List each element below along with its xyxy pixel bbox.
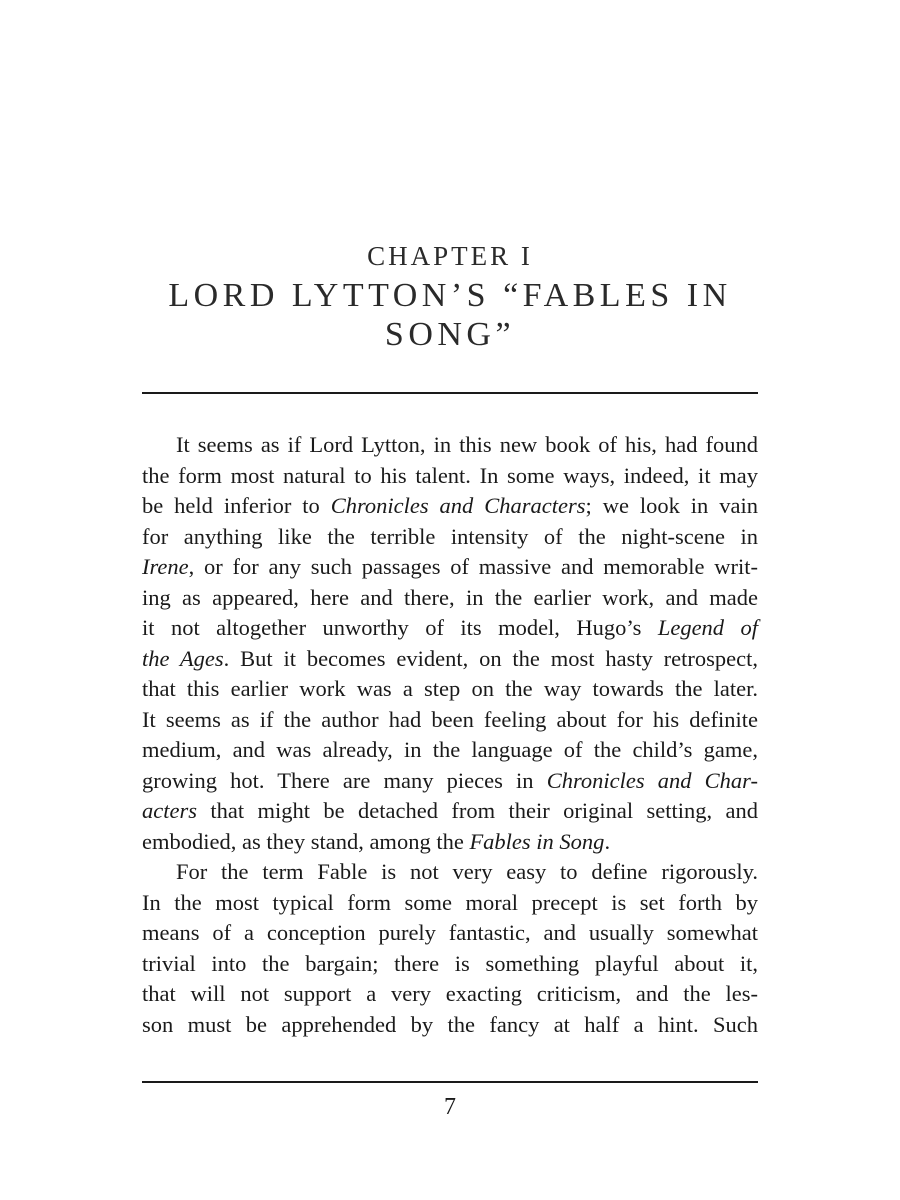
text-line: for anything like the terrible intensity of the night-scene in	[142, 523, 758, 549]
italic-title: Chronicles and Char-	[546, 767, 758, 793]
bottom-rule	[142, 1081, 758, 1083]
italic-title: Fables in Song	[469, 828, 605, 854]
top-rule	[142, 392, 758, 394]
text-line: that will not support a very exacting criticism, and the les-	[142, 981, 758, 1006]
text-line: it not altogether unworthy of its model, Hugo’s Legend of	[142, 615, 758, 640]
text-line: In the most typical form some moral precept is set forth by	[142, 889, 758, 915]
text-line: It seems as if Lord Lytton, in this new book of his, had found	[176, 432, 758, 457]
italic-title: Irene	[142, 554, 189, 579]
chapter-label: CHAPTER I	[367, 241, 533, 271]
text-line: be held inferior to Chronicles and Characters; we look in vain	[142, 493, 758, 518]
text-line: medium, and was already, in the language of the child’s game,	[142, 737, 758, 762]
chapter-title	[142, 276, 758, 354]
chapter-title-line-2: SONG”	[384, 316, 516, 353]
text-line: the Ages. But it becomes evident, on the most hasty retrospect,	[142, 645, 758, 671]
italic-title: the Ages	[142, 645, 224, 671]
text-line: growing hot. There are many pieces in Chronicles and Char-	[142, 767, 758, 793]
text-line: For the term Fable is not very easy to define rigorously.	[176, 859, 758, 884]
body-text	[142, 430, 758, 1040]
page-number: 7	[444, 1094, 456, 1120]
text-line: Irene, or for any such passages of massive and memorable writ-	[142, 554, 758, 579]
text-line: It seems as if the author had been feeling about for his definite	[142, 706, 758, 732]
text-line: acters that might be detached from their original setting, and	[142, 798, 758, 823]
chapter-heading	[142, 238, 758, 354]
text-line: ing as appeared, here and there, in the earlier work, and made	[142, 584, 758, 610]
chapter-title-line-1: LORD LYTTON’S “FABLES IN	[168, 277, 732, 314]
text-line: the form most natural to his talent. In some ways, indeed, it may	[142, 462, 758, 488]
text-line: means of a conception purely fantastic, and usually somewhat	[142, 920, 758, 945]
text-line: that this earlier work was a step on the way towards the later.	[142, 676, 758, 701]
text-line: trivial into the bargain; there is something playful about it,	[142, 950, 758, 976]
italic-title: Chronicles and Characters	[330, 493, 586, 518]
text-line: son must be apprehended by the fancy at half a hint. Such	[142, 1011, 758, 1037]
italic-title: Legend of	[657, 615, 758, 640]
italic-title: acters	[142, 798, 197, 823]
text-line: embodied, as they stand, among the Fables in Song.	[142, 828, 611, 854]
